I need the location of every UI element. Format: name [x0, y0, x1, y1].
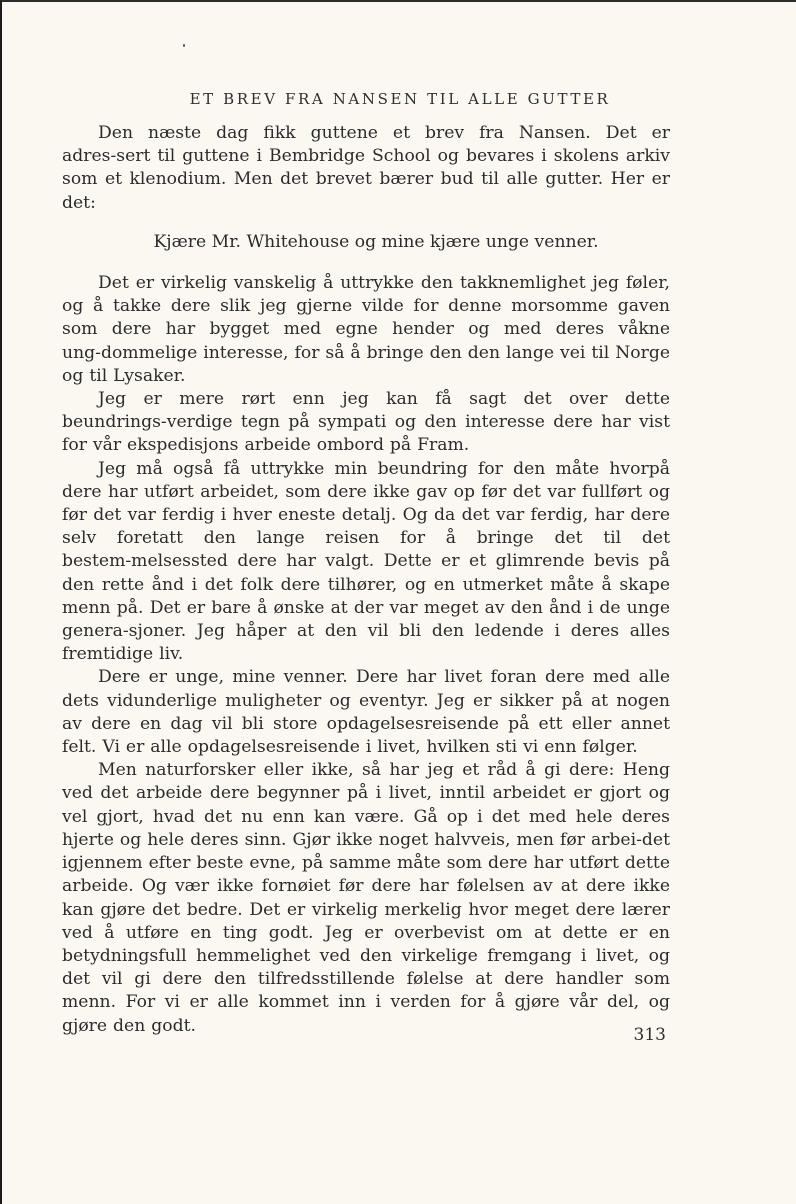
letter-paragraph: Dere er unge, mine venner. Dere har livet foran dere med alle dets vidunderlige muligheter og eventyr. Jeg er sikker på at nogen av dere en dag vil bli store opdagelsesreisende på ett eller annet felt. Vi er alle opdagelsesreisende i livet, hvilken sti vi enn følger. — [62, 667, 670, 758]
letter-paragraph: Jeg er mere rørt enn jeg kan få sagt det over dette beundrings‑verdige tegn på sympati og den interesse dere har vist for vår ekspedisjons arbeide ombord på Fram. — [62, 389, 670, 456]
letter-paragraph: Jeg må også få uttrykke min beundring for den måte hvorpå dere har utført arbeidet, som dere ikke gav op før det var fullført og før det var ferdig i hver eneste detalj. Og da det var ferdig, har dere selv foretatt den lange reisen for å bringe det til det bestem‑melsessted dere har valgt. Dette er et glimrende bevis på den rette ånd i det folk dere tilhører, og en utmerket måte å skape menn på. Det er bare å ønske at der var meget av den ånd i de unge genera‑sjoner. Jeg håper at den vil bli den ledende i deres alles fremtidige liv. — [62, 458, 670, 665]
ink-speck — [183, 44, 185, 47]
page-number: 313 — [633, 1025, 666, 1045]
letter-paragraph: Det er virkelig vanskelig å uttrykke den takknemlighet jeg føler, og å takke dere slik jeg gjerne vilde for denne morsomme gaven som dere har bygget med egne hender og med deres våkne ung‑dommelige interesse, for så å bringe den den lange vei til Norge og til Lysaker. — [62, 273, 670, 386]
body-text — [62, 122, 670, 1038]
intro-paragraph: Den næste dag fikk guttene et brev fra Nansen. Det er adres‑sert til guttene i Bembridge School og bevares i skolens arkiv som et klenodium. Men det brevet bærer bud til alle gutter. Her er det: — [62, 123, 670, 213]
running-head: ET BREV FRA NANSEN TIL ALLE GUTTER — [189, 90, 611, 108]
letter-salutation: Kjære Mr. Whitehouse og mine kjære unge venner. — [153, 231, 599, 252]
letter-paragraph: Men naturforsker eller ikke, så har jeg et råd å gi dere: Heng ved det arbeide dere begynner på i livet, inntil arbeidet er gjort og vel gjort, hvad det nu enn kan være. Gå op i det med hele deres hjerte og hele deres sinn. Gjør ikke noget halvveis, men før arbei‑det igjennem efter beste evne, på samme måte som dere har utført dette arbeide. Og vær ikke fornøiet før dere har følelsen av at dere ikke kan gjøre det bedre. Det er virkelig merkelig hvor meget dere lærer ved å utføre en ting godt. Jeg er overbevist om at dette er en betydningsfull hemmelighet ved den virkelige fremgang i livet, og det vil gi dere den tilfredsstillende følelse at dere handler som menn. For vi er alle kommet inn i verden for å gjøre vår del, og gjøre den godt. — [62, 760, 670, 1036]
